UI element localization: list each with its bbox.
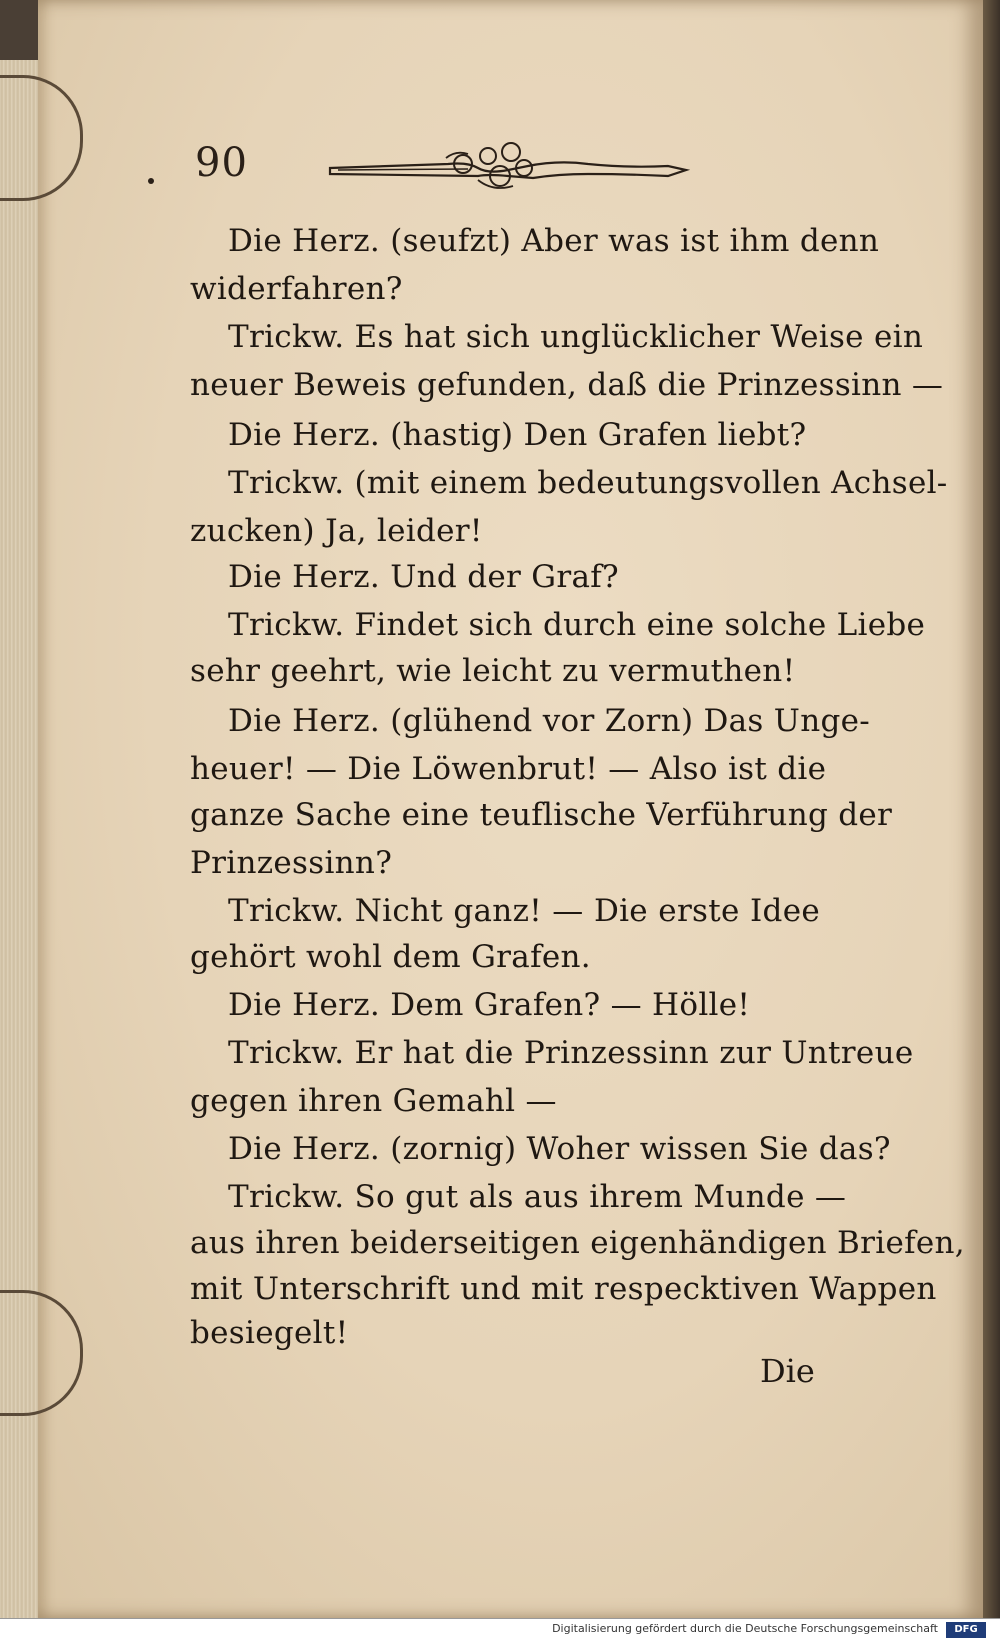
text-line: Trickw. Nicht ganz! — Die erste Idee xyxy=(228,893,820,929)
text-line: Trickw. Er hat die Prinzessinn zur Untreue xyxy=(228,1035,914,1071)
catchword: Die xyxy=(760,1352,815,1390)
text-line: zucken) Ja, leider! xyxy=(190,513,483,549)
text-line: Trickw. Es hat sich unglücklicher Weise ein xyxy=(228,319,924,355)
footer-bar xyxy=(0,1618,1000,1642)
text-line: gehört wohl dem Grafen. xyxy=(190,939,591,975)
binding-edge xyxy=(983,0,1000,1618)
text-line: mit Unterschrift und mit respecktiven Wappen xyxy=(190,1271,937,1307)
text-line: besiegelt! xyxy=(190,1315,349,1351)
text-line: widerfahren? xyxy=(190,271,403,307)
margin-dot xyxy=(148,178,154,184)
text-line: Die Herz. (zornig) Woher wissen Sie das? xyxy=(228,1131,891,1167)
text-line: sehr geehrt, wie leicht zu vermuthen! xyxy=(190,653,796,689)
text-line: Trickw. (mit einem bedeutungsvollen Achsel- xyxy=(228,465,948,501)
text-line: gegen ihren Gemahl — xyxy=(190,1083,557,1119)
dfg-logo: DFG xyxy=(946,1622,986,1638)
text-line: Die Herz. (hastig) Den Grafen liebt? xyxy=(228,417,807,453)
text-line: Die Herz. Dem Grafen? — Hölle! xyxy=(228,987,751,1023)
header-ornament-icon xyxy=(328,140,690,196)
text-line: Trickw. Findet sich durch eine solche Liebe xyxy=(228,607,926,643)
text-line: aus ihren beiderseitigen eigenhändigen Briefen, xyxy=(190,1225,965,1261)
text-line: Trickw. So gut als aus ihrem Munde — xyxy=(228,1179,847,1215)
text-line: Die Herz. (glühend vor Zorn) Das Unge- xyxy=(228,703,871,739)
text-line: Prinzessinn? xyxy=(190,845,393,881)
footer-credit: Digitalisierung gefördert durch die Deutsche Forschungsgemeinschaft xyxy=(552,1622,938,1635)
text-line: neuer Beweis gefunden, daß die Prinzessinn — xyxy=(190,367,944,403)
text-line: Die Herz. Und der Graf? xyxy=(228,559,619,595)
text-line: heuer! — Die Löwenbrut! — Also ist die xyxy=(190,751,827,787)
text-line: Die Herz. (seufzt) Aber was ist ihm denn xyxy=(228,223,880,259)
page-number: 90 xyxy=(195,140,248,186)
text-line: ganze Sache eine teuflische Verführung der xyxy=(190,797,893,833)
